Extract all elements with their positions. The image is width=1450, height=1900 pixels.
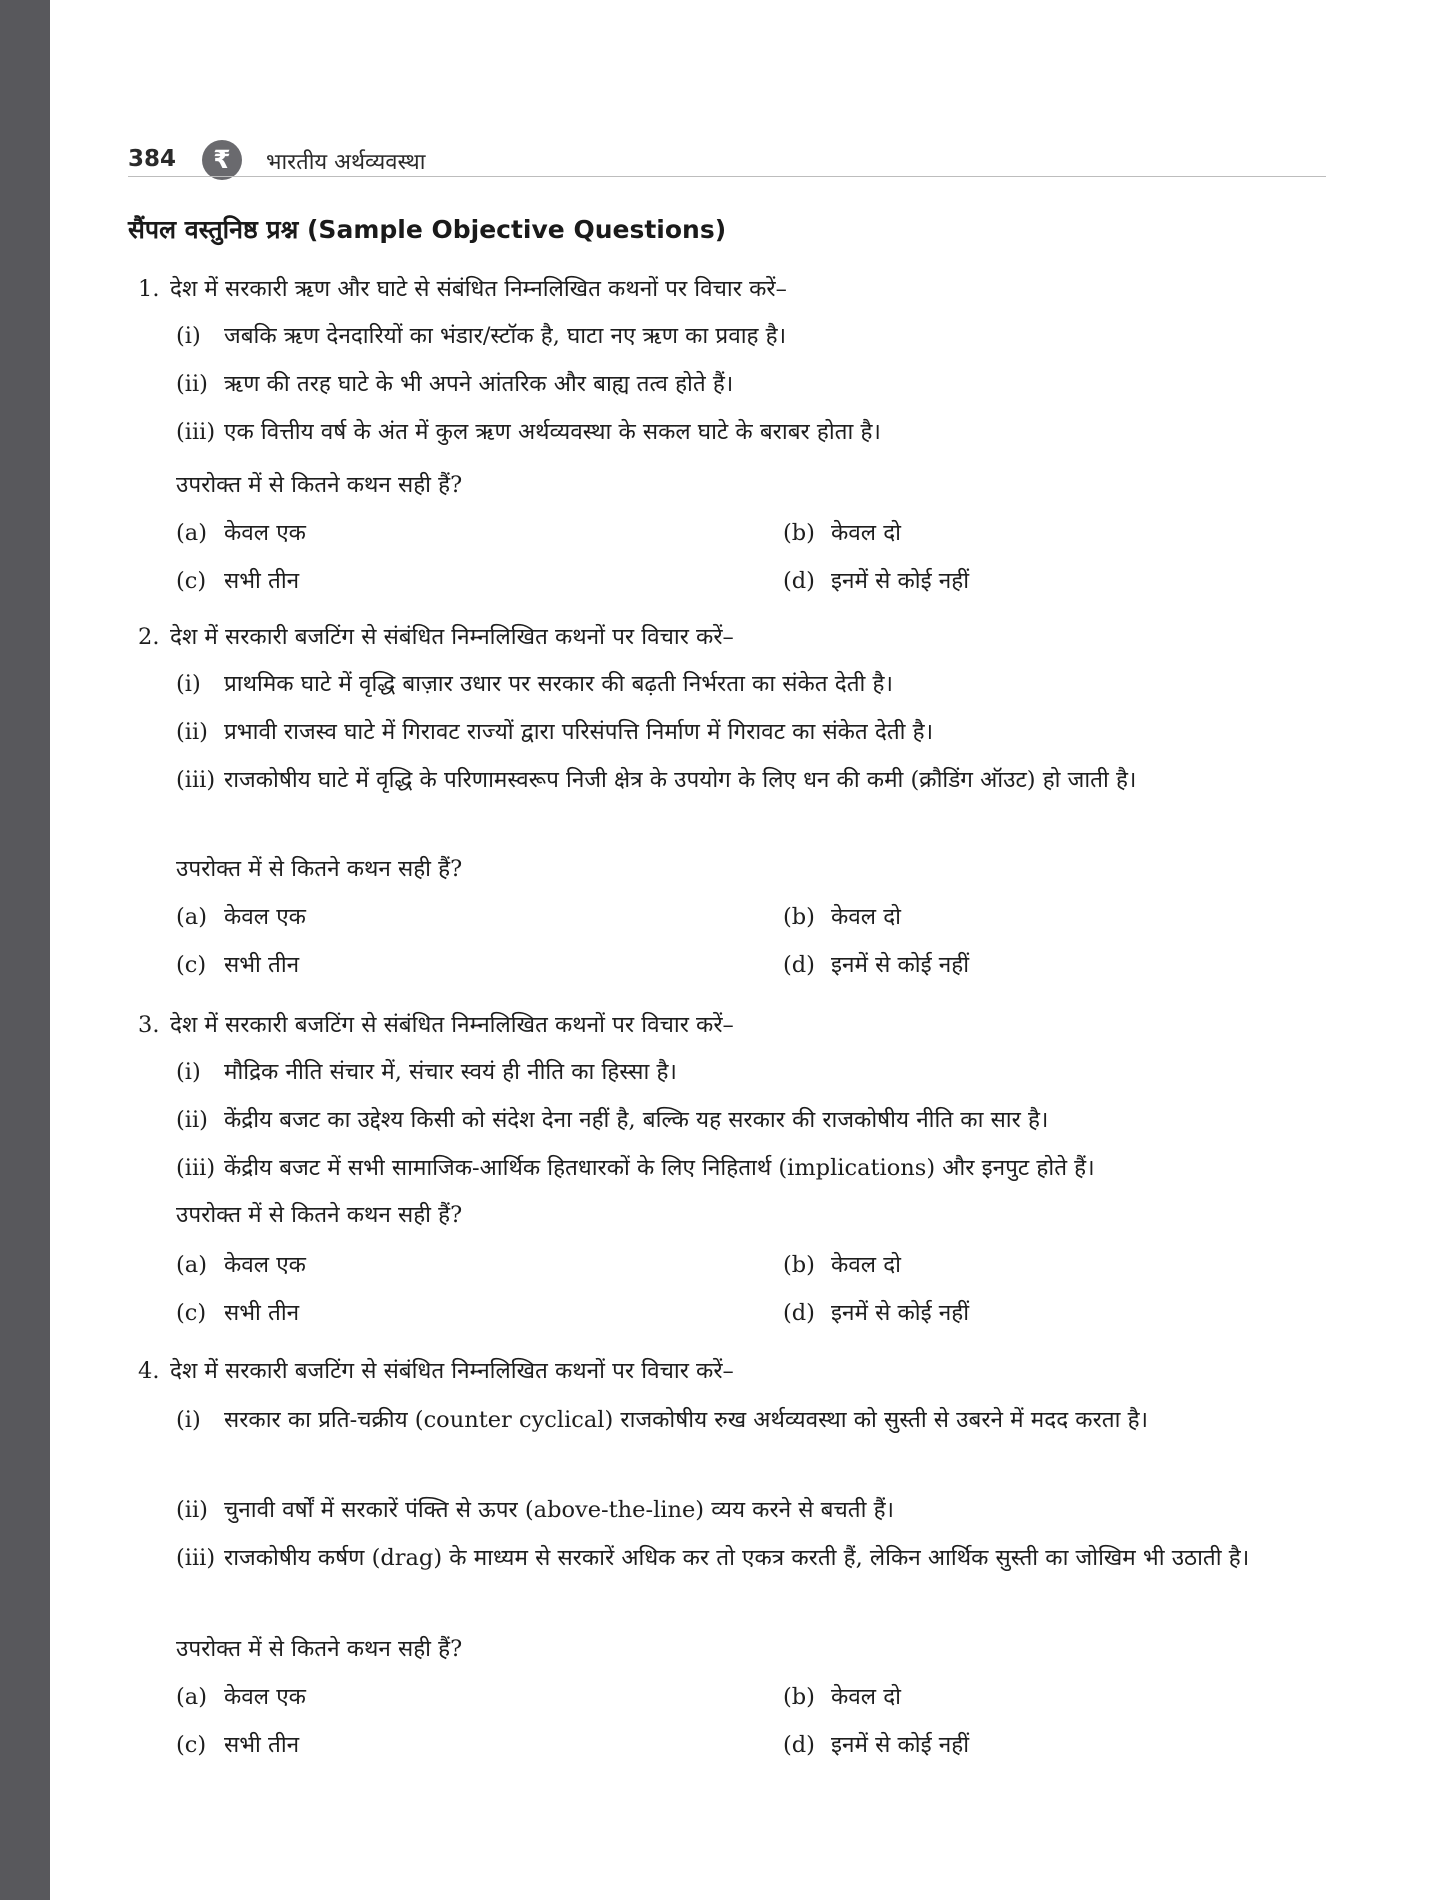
option-text: केवल एक xyxy=(224,904,306,930)
option-text: केवल दो xyxy=(831,520,901,546)
statement-label: (ii) xyxy=(176,371,208,397)
question-stem xyxy=(138,1008,734,1039)
option-a[interactable] xyxy=(176,1680,306,1711)
question-2 xyxy=(128,620,1326,982)
question-prompt: उपरोक्त में से कितने कथन सही हैं? xyxy=(176,1202,463,1228)
option-label: (b) xyxy=(783,1684,815,1710)
option-label: (b) xyxy=(783,520,815,546)
option-c[interactable] xyxy=(176,1728,299,1759)
option-c[interactable] xyxy=(176,948,299,979)
question-number: 2. xyxy=(138,624,160,650)
question-stem xyxy=(138,272,787,303)
question-stem xyxy=(138,620,734,651)
statement-label: (iii) xyxy=(176,1155,216,1181)
statement-label: (iii) xyxy=(176,419,216,445)
question-number: 1. xyxy=(138,276,160,302)
option-label: (d) xyxy=(783,568,815,594)
option-label: (d) xyxy=(783,952,815,978)
rupee-icon: ₹ xyxy=(202,140,242,180)
statement-label: (ii) xyxy=(176,1497,208,1523)
statement-text: प्रभावी राजस्व घाटे में गिरावट राज्यों द्वारा परिसंपत्ति निर्माण में गिरावट का संकेत देती है। xyxy=(224,719,934,745)
question-4 xyxy=(128,1354,1326,1764)
option-label: (d) xyxy=(783,1732,815,1758)
option-d[interactable] xyxy=(783,1296,969,1327)
option-text: केवल एक xyxy=(224,1252,306,1278)
option-b[interactable] xyxy=(783,516,901,547)
question-3 xyxy=(128,1008,1326,1336)
statement-label: (i) xyxy=(176,1407,201,1433)
statement-label: (ii) xyxy=(176,719,208,745)
option-text: सभी तीन xyxy=(224,1300,300,1326)
statement-label: (iii) xyxy=(176,767,216,793)
option-label: (c) xyxy=(176,1300,207,1326)
statement-text: सरकार का प्रति-चक्रीय (counter cyclical) राजकोषीय रुख अर्थव्यवस्था को सुस्ती से उबरने में मदद करता है। xyxy=(224,1407,1149,1433)
option-a[interactable] xyxy=(176,1248,306,1279)
option-d[interactable] xyxy=(783,948,969,979)
statement-text: राजकोषीय कर्षण (drag) के माध्यम से सरकारें अधिक कर तो एकत्र करती हैं, लेकिन आर्थिक सुस्ती का जोखिम भी उठाती है। xyxy=(224,1545,1250,1571)
option-text: इनमें से कोई नहीं xyxy=(831,952,970,978)
option-label: (c) xyxy=(176,1732,207,1758)
option-a[interactable] xyxy=(176,516,306,547)
statement-text: चुनावी वर्षों में सरकारें पंक्ति से ऊपर (above-the-line) व्यय करने से बचती हैं। xyxy=(224,1497,895,1523)
option-label: (a) xyxy=(176,904,207,930)
option-label: (a) xyxy=(176,520,207,546)
option-label: (b) xyxy=(783,1252,815,1278)
statement-text: केंद्रीय बजट में सभी सामाजिक-आर्थिक हितधारकों के लिए निहितार्थ (implications) और इनपुट होते हैं। xyxy=(224,1155,1095,1181)
book-title: भारतीय अर्थव्यवस्था xyxy=(266,150,426,175)
question-prompt: उपरोक्त में से कितने कथन सही हैं? xyxy=(176,1636,463,1662)
option-text: सभी तीन xyxy=(224,952,300,978)
question-stem-text: देश में सरकारी ऋण और घाटे से संबंधित निम्नलिखित कथनों पर विचार करें– xyxy=(170,276,787,302)
page-edge-strip xyxy=(0,0,50,1900)
statement-label: (ii) xyxy=(176,1107,208,1133)
question-prompt: उपरोक्त में से कितने कथन सही हैं? xyxy=(176,472,463,498)
statement-text: मौद्रिक नीति संचार में, संचार स्वयं ही नीति का हिस्सा है। xyxy=(224,1059,677,1085)
question-number: 3. xyxy=(138,1012,160,1038)
option-text: सभी तीन xyxy=(224,568,300,594)
statement-text: केंद्रीय बजट का उद्देश्य किसी को संदेश देना नहीं है, बल्कि यह सरकार की राजकोषीय नीति का सार है। xyxy=(224,1107,1049,1133)
statement-text: जबकि ऋण देनदारियों का भंडार/स्टॉक है, घाटा नए ऋण का प्रवाह है। xyxy=(224,323,787,349)
option-text: केवल एक xyxy=(224,520,306,546)
option-c[interactable] xyxy=(176,564,299,595)
option-c[interactable] xyxy=(176,1296,299,1327)
option-b[interactable] xyxy=(783,1248,901,1279)
statement-label: (i) xyxy=(176,1059,201,1085)
option-d[interactable] xyxy=(783,564,969,595)
header-rule xyxy=(128,176,1326,177)
section-title: सैंपल वस्तुनिष्ठ प्रश्न (Sample Objective Questions) xyxy=(128,215,727,244)
question-prompt: उपरोक्त में से कितने कथन सही हैं? xyxy=(176,856,463,882)
statement-text: ऋण की तरह घाटे के भी अपने आंतरिक और बाह्य तत्व होते हैं। xyxy=(224,371,734,397)
question-stem xyxy=(138,1354,734,1385)
option-label: (b) xyxy=(783,904,815,930)
statement-label: (i) xyxy=(176,671,201,697)
option-text: इनमें से कोई नहीं xyxy=(831,568,970,594)
option-text: इनमें से कोई नहीं xyxy=(831,1300,970,1326)
option-label: (d) xyxy=(783,1300,815,1326)
option-text: केवल दो xyxy=(831,1252,901,1278)
option-text: सभी तीन xyxy=(224,1732,300,1758)
statement-label: (i) xyxy=(176,323,201,349)
option-a[interactable] xyxy=(176,900,306,931)
option-b[interactable] xyxy=(783,1680,901,1711)
question-stem-text: देश में सरकारी बजटिंग से संबंधित निम्नलिखित कथनों पर विचार करें– xyxy=(170,1012,734,1038)
option-text: केवल एक xyxy=(224,1684,306,1710)
question-1 xyxy=(128,272,1326,600)
option-text: केवल दो xyxy=(831,1684,901,1710)
option-text: इनमें से कोई नहीं xyxy=(831,1732,970,1758)
statement-label: (iii) xyxy=(176,1545,216,1571)
statement-text: प्राथमिक घाटे में वृद्धि बाज़ार उधार पर सरकार की बढ़ती निर्भरता का संकेत देती है। xyxy=(224,671,893,697)
option-label: (a) xyxy=(176,1684,207,1710)
statement-text: एक वित्तीय वर्ष के अंत में कुल ऋण अर्थव्यवस्था के सकल घाटे के बराबर होता है। xyxy=(224,419,881,445)
question-stem-text: देश में सरकारी बजटिंग से संबंधित निम्नलिखित कथनों पर विचार करें– xyxy=(170,1358,734,1384)
question-number: 4. xyxy=(138,1358,160,1384)
option-label: (c) xyxy=(176,568,207,594)
option-label: (c) xyxy=(176,952,207,978)
statement-text: राजकोषीय घाटे में वृद्धि के परिणामस्वरूप निजी क्षेत्र के उपयोग के लिए धन की कमी (क्रौडिंग ऑउट) हो जाती है। xyxy=(224,767,1137,793)
option-d[interactable] xyxy=(783,1728,969,1759)
option-label: (a) xyxy=(176,1252,207,1278)
question-stem-text: देश में सरकारी बजटिंग से संबंधित निम्नलिखित कथनों पर विचार करें– xyxy=(170,624,734,650)
option-b[interactable] xyxy=(783,900,901,931)
option-text: केवल दो xyxy=(831,904,901,930)
page-number: 384 xyxy=(128,146,177,172)
